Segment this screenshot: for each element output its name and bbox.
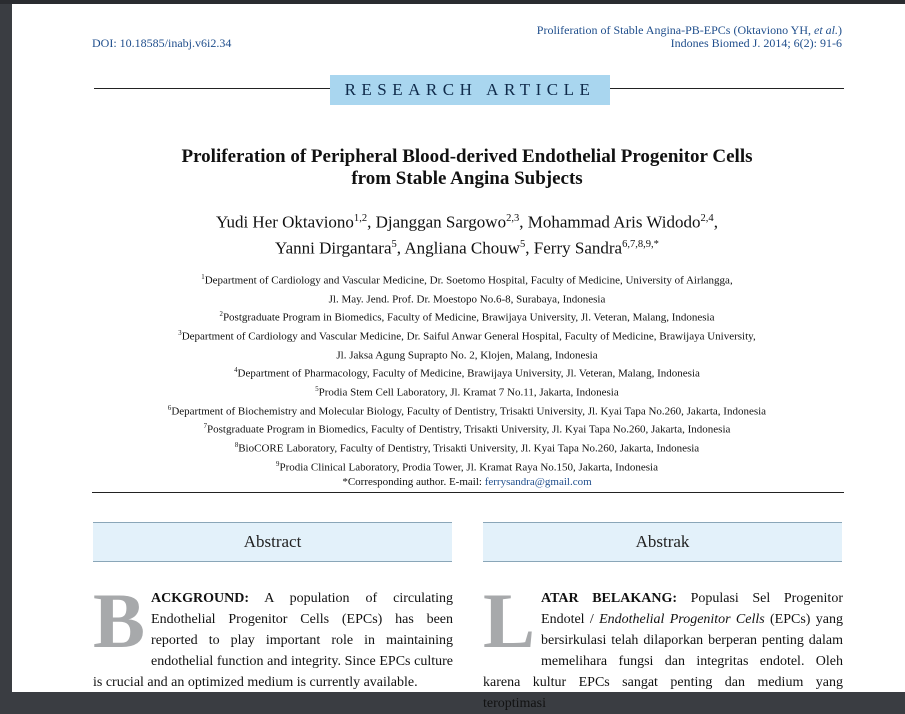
affiliation: $^6$Department of Biochemistry and Molecular Biology, Faculty of Dentistry, Trisakti University, Jl. Kyai Tapa No.260, Jakarta, Indonesia xyxy=(167,404,767,418)
affiliation: $^8$BioCORE Laboratory, Faculty of Dentistry, Trisakti University, Jl. Kyai Tapa No.260, Jakarta, Indonesia xyxy=(234,441,700,455)
drop-cap: B xyxy=(93,577,146,664)
drop-cap: L xyxy=(483,577,536,664)
section-label: RESEARCH ARTICLE xyxy=(330,75,610,105)
running-title: Proliferation of Stable Angina-PB-EPCs (Oktaviono YH, et al.) xyxy=(536,23,842,37)
affiliation: $^1$Department of Cardiology and Vascular Medicine, Dr. Soetomo Hospital, Faculty of Medicine, University of Airlangga, xyxy=(201,274,733,287)
affiliation: Jl. May. Jend. Prof. Dr. Moestopo No.6-8, Surabaya, Indonesia xyxy=(328,293,606,306)
affiliation: $^9$Prodia Clinical Laboratory, Prodia Tower, Jl. Kramat Raya No.150, Jakarta, Indonesia xyxy=(276,460,658,474)
author-line-1: Yudi Her Oktaviono$^{1,2}$, Djanggan Sargowo$^{2,3}$, Mohammad Aris Widodo$^{2,4}$, xyxy=(216,212,718,232)
email-link[interactable]: ferrysandra@gmail.com xyxy=(484,476,592,489)
corresponding-author: *Corresponding author. E-mail: ferrysandra@gmail.com xyxy=(342,476,592,489)
affiliation: $^7$Postgraduate Program in Biomedics, Faculty of Dentistry, Trisakti University, Jl. Kyai Tapa No.260, Jakarta, Indonesia xyxy=(203,423,731,436)
abstrak-heading: Abstrak xyxy=(483,522,842,562)
paper-title: Proliferation of Peripheral Blood-derived Endothelial Progenitor Cells from Stable Angina Subjects xyxy=(181,146,753,189)
running-header xyxy=(537,24,842,50)
abstract-heading: Abstract xyxy=(93,522,452,562)
author-list xyxy=(72,208,862,259)
abstract-body: BACKGROUND: A population of circulating Endothelial Progenitor Cells (EPCs) has been reported to play important role in maintaining endothelial function and integrity. Since EPCs culture is crucial and an optimized medium is currently available. xyxy=(93,577,453,690)
affiliation: $^2$Postgraduate Program in Biomedics, Faculty of Medicine, Brawijaya University, Jl. Veteran, Malang, Indonesia xyxy=(219,311,715,324)
abstrak-body: LATAR BELAKANG: Populasi Sel Progenitor Endotel / Endothelial Progenitor Cells (EPCs) yang bersirkulasi telah dilaporkan berperan penting dalam memelihara fungsi dan integritas endotel. Oleh karena kultur EPCs sangat penting dan medium yang teroptimasi xyxy=(483,577,843,711)
abstrak-lead: ATAR BELAKANG: xyxy=(541,591,677,606)
citation: Indones Biomed J. 2014; 6(2): 91-6 xyxy=(670,36,842,50)
affiliation: Jl. Jaksa Agung Suprapto No. 2, Klojen, Malang, Indonesia xyxy=(336,349,598,362)
abstract-lead: ACKGROUND: xyxy=(151,591,250,606)
doi-link[interactable]: DOI: 10.18585/inabj.v6i2.34 xyxy=(92,36,232,50)
affiliation: $^4$Department of Pharmacology, Faculty of Medicine, Brawijaya University, Jl. Veteran, Malang, Indonesia xyxy=(234,367,700,380)
affiliation-list xyxy=(52,270,882,490)
affiliation: $^5$Prodia Stem Cell Laboratory, Jl. Kramat 7 No.11, Jakarta, Indonesia xyxy=(315,385,619,399)
author-line-2: Yanni Dirgantara$^5$, Angliana Chouw$^5$, Ferry Sandra$^{6,7,8,9,*}$ xyxy=(275,238,659,258)
pdf-page[interactable] xyxy=(12,4,905,711)
affiliation: $^3$Department of Cardiology and Vascular Medicine, Dr. Saiful Anwar General Hospital, Faculty of Medicine, Brawijaya University, xyxy=(178,329,756,343)
section-divider xyxy=(92,492,844,493)
